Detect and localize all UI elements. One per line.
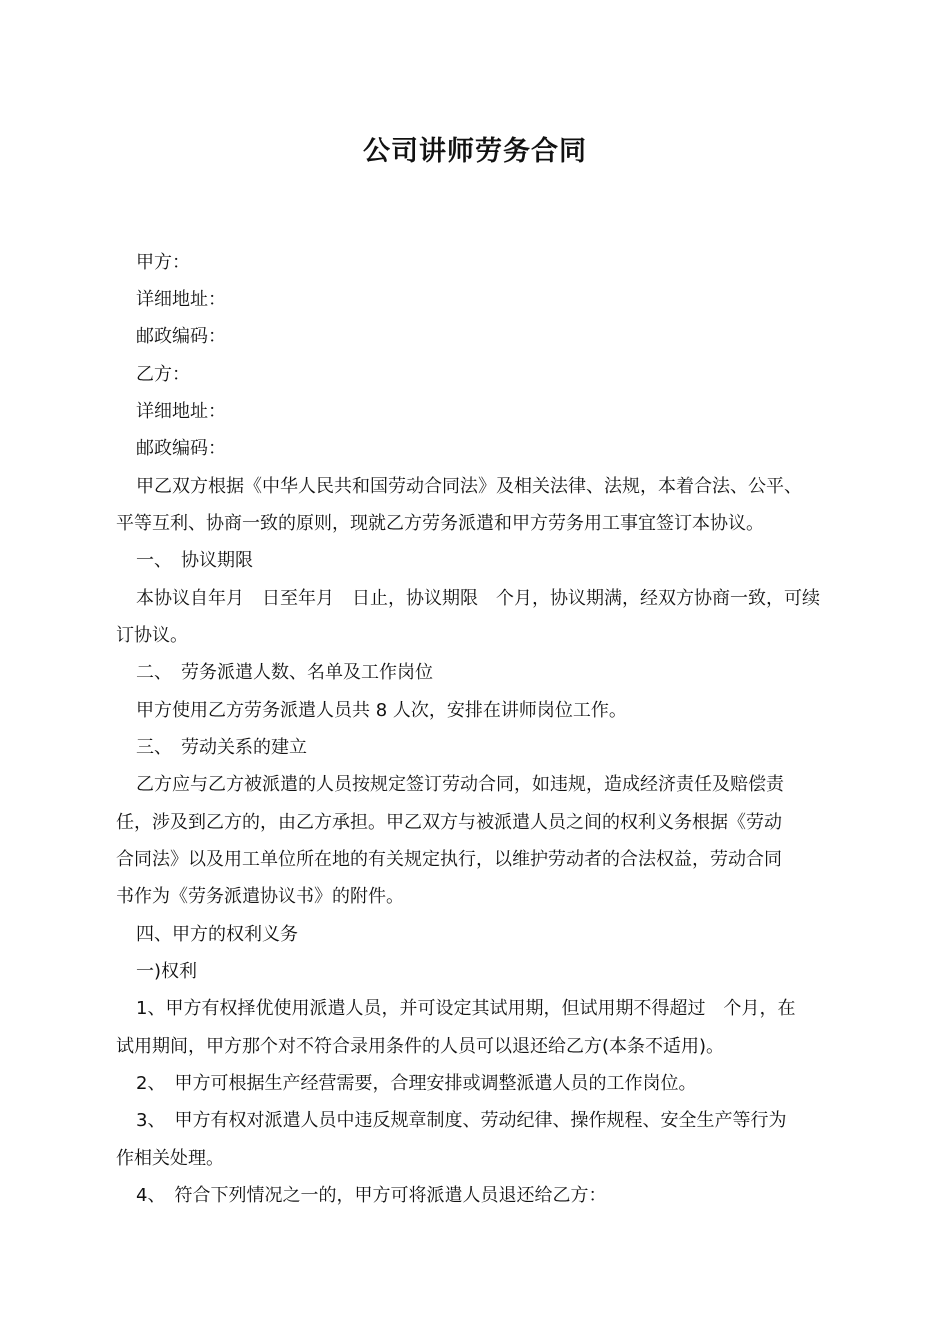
section-3-line-1: 乙方应与乙方被派遣的人员按规定签订劳动合同，如违规，造成经济责任及赔偿责 bbox=[136, 774, 784, 795]
party-b-label: 乙方： bbox=[136, 364, 190, 385]
section-3-line-2: 任，涉及到乙方的，由乙方承担。甲乙双方与被派遣人员之间的权利义务根据《劳动 bbox=[116, 812, 782, 833]
section-3-line-4: 书作为《劳务派遣协议书》的附件。 bbox=[116, 886, 404, 907]
clause-4-line-1: 4、 符合下列情况之一的，甲方可将派遣人员退还给乙方： bbox=[136, 1185, 607, 1206]
section-3-line-3: 合同法》以及用工单位所在地的有关规定执行，以维护劳动者的合法权益，劳动合同 bbox=[116, 849, 782, 870]
party-a-postcode: 邮政编码： bbox=[136, 326, 226, 347]
section-1-line-1: 本协议自年月 日至年月 日止，协议期限 个月，协议期满，经双方协商一致，可续 bbox=[136, 588, 820, 609]
preamble-line-1: 甲乙双方根据《中华人民共和国劳动合同法》及相关法律、法规，本着合法、公平、 bbox=[136, 476, 802, 497]
section-4-sub-rights: 一)权利 bbox=[136, 961, 198, 982]
section-2-line-1: 甲方使用乙方劳务派遣人员共 8 人次，安排在讲师岗位工作。 bbox=[136, 700, 627, 721]
section-2-heading: 二、 劳务派遣人数、名单及工作岗位 bbox=[136, 662, 433, 683]
section-1-heading: 一、 协议期限 bbox=[136, 550, 253, 571]
party-b-address: 详细地址： bbox=[136, 401, 226, 422]
clause-2-line-1: 2、 甲方可根据生产经营需要，合理安排或调整派遣人员的工作岗位。 bbox=[136, 1073, 697, 1094]
clause-3-line-1: 3、 甲方有权对派遣人员中违反规章制度、劳动纪律、操作规程、安全生产等行为 bbox=[136, 1110, 787, 1131]
party-b-postcode: 邮政编码： bbox=[136, 438, 226, 459]
party-a-label: 甲方： bbox=[136, 252, 190, 273]
document-title: 公司讲师劳务合同 bbox=[363, 136, 587, 167]
section-1-line-2: 订协议。 bbox=[116, 625, 188, 646]
clause-1-line-2: 试用期间，甲方那个对不符合录用条件的人员可以退还给乙方(本条不适用)。 bbox=[116, 1036, 725, 1057]
section-3-heading: 三、 劳动关系的建立 bbox=[136, 737, 307, 758]
clause-3-line-2: 作相关处理。 bbox=[116, 1148, 224, 1169]
clause-1-line-1: 1、甲方有权择优使用派遣人员，并可设定其试用期，但试用期不得超过 个月，在 bbox=[136, 998, 796, 1019]
party-a-address: 详细地址： bbox=[136, 289, 226, 310]
section-4-heading: 四、甲方的权利义务 bbox=[136, 924, 298, 945]
preamble-line-2: 平等互利、协商一致的原则，现就乙方劳务派遣和甲方劳务用工事宜签订本协议。 bbox=[116, 513, 764, 534]
